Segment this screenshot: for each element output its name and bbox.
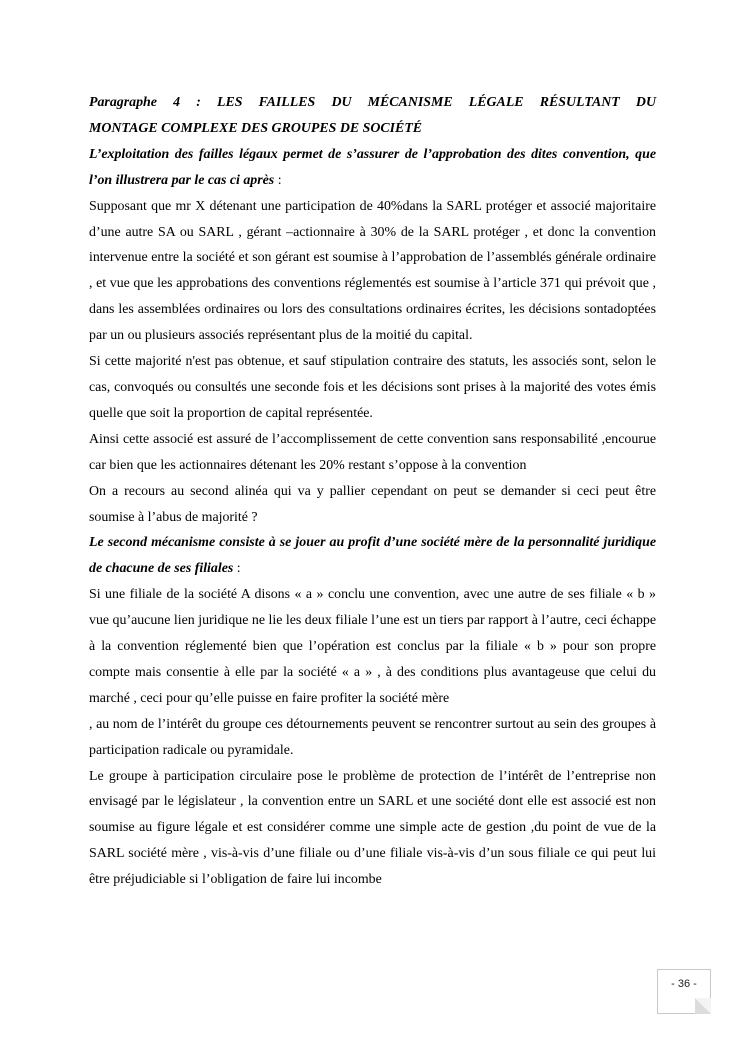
body-paragraph: Ainsi cette associé est assuré de l’accomplissement de cette convention sans responsabilité ,encourue car bien que les actionnaires détenant les 20% restant s’oppose à la convention — [89, 431, 656, 473]
section-heading-line2: MONTAGE COMPLEXE DES GROUPES DE SOCIÉTÉ — [89, 120, 423, 136]
body-paragraph: Si cette majorité n'est pas obtenue, et sauf stipulation contraire des statuts, les associés sont, selon le cas, convoqués ou consultés une seconde fois et les décisions sont prises à la majorité des votes émis quelle que soit la proportion de capital représentée. — [89, 354, 656, 421]
body-paragraph: , au nom de l’intérêt du groupe ces détournements peuvent se rencontrer surtout au sein des groupes à participation radicale ou pyramidale. — [89, 716, 656, 758]
body-paragraph: Supposant que mr X détenant une participation de 40%dans la SARL protéger et associé majoritaire d’une autre SA ou SARL , gérant –actionnaire à 30% de la SARL protéger , et donc la convention intervenue entre la société et son gérant est soumise à l’approbation de l’assemblés générale ordinaire , et vue que les approbations des conventions réglementés est soumise à l’article 371 qui prévoit que , dans les assemblées ordinaires ou lors des consultations ordinaires écrites, les décisions sontadoptées par un ou plusieurs associés représentant plus de la moitié du capital. — [89, 198, 656, 344]
second-mechanism-emphasis: Le second mécanisme consiste à se jouer au profit d’une société mère de la personnalité juridique de chacune de ses filiales — [89, 535, 656, 577]
page-number: - 36 - — [671, 978, 697, 990]
intro-suffix: : — [274, 172, 282, 188]
second-mechanism-paragraph — [89, 530, 656, 582]
intro-paragraph — [89, 142, 656, 194]
page-curl-shadow — [695, 998, 711, 1014]
page-body — [89, 90, 656, 893]
body-paragraph: Le groupe à participation circulaire pose le problème de protection de l’intérêt de l’entreprise non envisagé par le législateur , la convention entre un SARL et une société dont elle est associé est non soumise au figure légale et est considérer comme une simple acte de gestion ,du point de vue de la SARL société mère , vis-à-vis d’une filiale ou d’une filiale vis-à-vis d’un sous filiale ce qui peut lui être préjudiciable si l’obligation de faire lui incombe — [89, 768, 656, 888]
intro-emphasis: L’exploitation des failles légaux permet de s’assurer de l’approbation des dites convention, que l’on illustrera par le cas ci après — [89, 146, 656, 188]
body-paragraph: Si une filiale de la société A disons « a » conclu une convention, avec une autre de ses filiale « b » vue qu’aucune lien juridique ne lie les deux filiale l’une est un tiers par rapport à l’autre, ceci échappe à la convention réglementé bien que l’opération est conclus par la filiale « b » pour son propre compte mais consentie à elle par la société « a » , à des conditions plus avantageuse que celui du marché , ceci pour qu’elle puisse en faire profiter la société mère — [89, 587, 656, 706]
second-mechanism-suffix: : — [233, 561, 241, 577]
page-number-badge — [657, 969, 711, 1014]
section-heading — [89, 90, 656, 116]
section-heading-line1: Paragraphe 4 : LES FAILLES DU MÉCANISME LÉGALE RÉSULTANT DU — [89, 95, 656, 110]
section-heading-continued — [89, 116, 656, 142]
body-paragraph: On a recours au second alinéa qui va y pallier cependant on peut se demander si ceci peut être soumise à l’abus de majorité ? — [89, 483, 656, 525]
